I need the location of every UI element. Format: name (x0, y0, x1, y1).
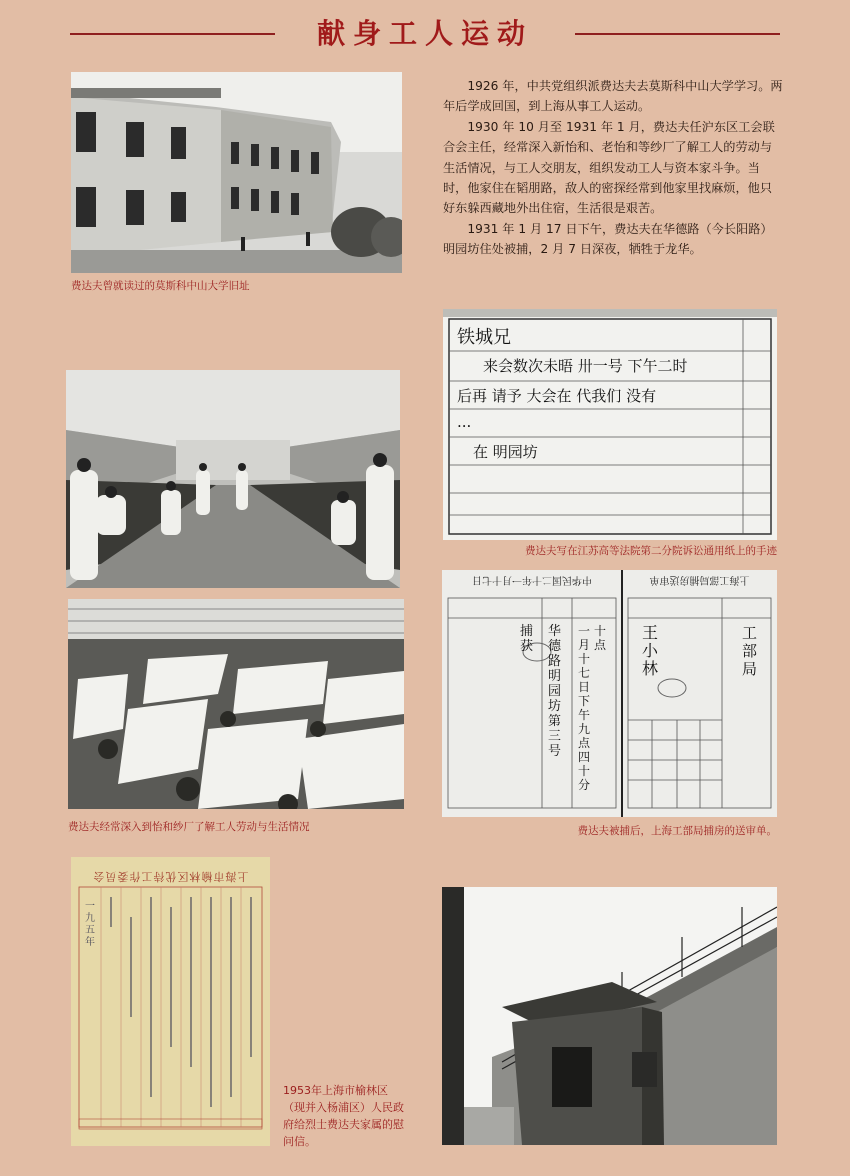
police-hand-4: 十点 (594, 624, 607, 652)
handwriting-document (443, 309, 777, 540)
police-form-caption: 费达夫被捕后，上海工部局捕房的送审单。 (577, 825, 777, 837)
police-dept: 工部局 (742, 624, 758, 678)
police-header-left: 中华民国二十年一月十七日 (472, 574, 592, 585)
title-rule-left (70, 33, 275, 35)
university-caption: 费达夫曾就读过的莫斯科中山大学旧址 (71, 280, 250, 292)
handwriting-line-4: ... (457, 413, 472, 431)
page-title: 献身工人运动 (316, 17, 533, 50)
letter-date: 一九五年 (85, 901, 95, 948)
police-header-right: 上海工部局捕房送审单 (649, 574, 750, 585)
prison-photo (442, 887, 777, 1145)
intro-text (443, 76, 783, 260)
handwriting-line-2: 来会数次未晤 卅一号 下午二时 (483, 357, 688, 375)
police-form-document (442, 570, 777, 817)
condolence-caption: 1953年上海市榆林区（现并入杨浦区）人民政府给烈士费达夫家属的慰问信。 (283, 1084, 404, 1148)
paragraph-3: 1931 年 1 月 17 日下午，费达夫在华德路（今长阳路）明园坊住处被捕，2 月 7 日深夜，牺牲于龙华。 (443, 221, 773, 257)
handwriting-line-1: 铁城兄 (457, 327, 511, 348)
university-photo (71, 72, 402, 273)
mill-workers-photo (66, 370, 400, 588)
police-hand-1: 华德路明园坊第三号 (548, 624, 562, 759)
handwriting-line-3: 后再 请予 大会在 代我们 没有 (457, 387, 657, 405)
letter-header: 上海市榆林区优待工作委员会 (92, 870, 249, 883)
police-hand-3: 捕获 (520, 624, 534, 654)
police-name: 王小林 (642, 623, 659, 678)
title-rule-right (575, 33, 780, 35)
paragraph-2: 1930 年 10 月至 1931 年 1 月，费达夫任沪东区工会联合会主任，经常深入新怡和、老怡和等纱厂了解工人的劳动与生活情况，与工人交朋友，组织发动工人与资本家斗争。当时，他家住在韬朋路，敌人的密探经常到他家里找麻烦，他只好东躲西藏地外出住宿，生活很是艰苦。 (443, 119, 775, 216)
police-hand-2: 一月十七日下午九点四十分 (578, 624, 591, 792)
condolence-letter (71, 857, 270, 1146)
mill-looms-photo (68, 599, 404, 809)
handwriting-caption: 费达夫写在江苏高等法院第二分院诉讼通用纸上的手迹 (525, 545, 777, 557)
paragraph-1: 1926 年，中共党组织派费达夫去莫斯科中山大学学习。两年后学成回国，到上海从事工人运动。 (443, 79, 783, 114)
handwriting-line-5: 在 明园坊 (473, 443, 538, 461)
mill-caption: 费达夫经常深入到怡和纱厂了解工人劳动与生活情况 (68, 821, 310, 833)
